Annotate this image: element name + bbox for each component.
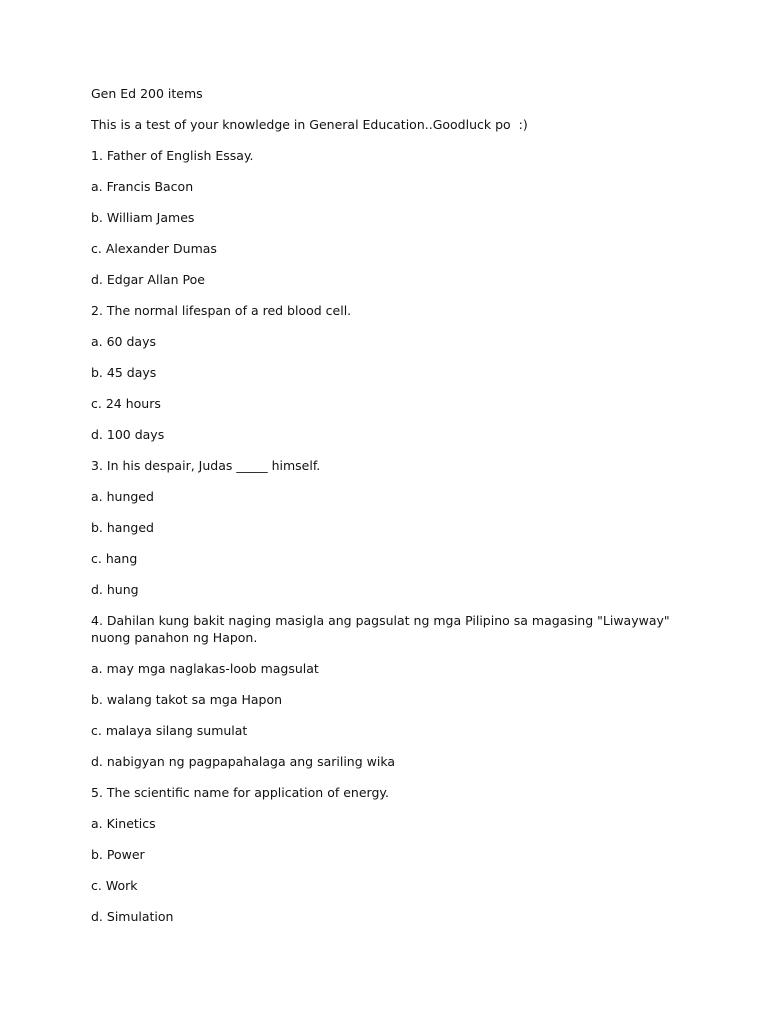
choice-5a: a. Kinetics (91, 816, 156, 831)
choice-2b: b. 45 days (91, 365, 157, 380)
document-title: Gen Ed 200 items (91, 86, 203, 101)
question-4: 4. Dahilan kung bakit naging masigla ang pagsulat ng mga Pilipino sa magasing "Liwayway" nuong panahon ng Hapon. (91, 613, 674, 645)
choice-5b: b. Power (91, 847, 145, 862)
choice-4d: d. nabigyan ng pagpapahalaga ang sariling wika (91, 754, 396, 769)
choice-1a: a. Francis Bacon (91, 179, 194, 194)
choice-2c: c. 24 hours (91, 396, 161, 411)
choice-3b: b. hanged (91, 520, 154, 535)
question-3: 3. In his despair, Judas _____ himself. (91, 458, 321, 473)
choice-2d: d. 100 days (91, 427, 165, 442)
choice-3a: a. hunged (91, 489, 154, 504)
choice-4c: c. malaya silang sumulat (91, 723, 248, 738)
choice-2a: a. 60 days (91, 334, 156, 349)
document-content (91, 85, 691, 939)
choice-3c: c. hang (91, 551, 138, 566)
document-intro: This is a test of your knowledge in General Education..Goodluck po :) (91, 117, 528, 132)
choice-1c: c. Alexander Dumas (91, 241, 217, 256)
question-1: 1. Father of English Essay. (91, 148, 254, 163)
question-2: 2. The normal lifespan of a red blood cell. (91, 303, 352, 318)
choice-3d: d. hung (91, 582, 139, 597)
question-5: 5. The scientific name for application of energy. (91, 785, 389, 800)
choice-1b: b. William James (91, 210, 195, 225)
choice-5d: d. Simulation (91, 909, 174, 924)
choice-4a: a. may mga naglakas-loob magsulat (91, 661, 319, 676)
choice-4b: b. walang takot sa mga Hapon (91, 692, 283, 707)
choice-5c: c. Work (91, 878, 138, 893)
choice-1d: d. Edgar Allan Poe (91, 272, 205, 287)
